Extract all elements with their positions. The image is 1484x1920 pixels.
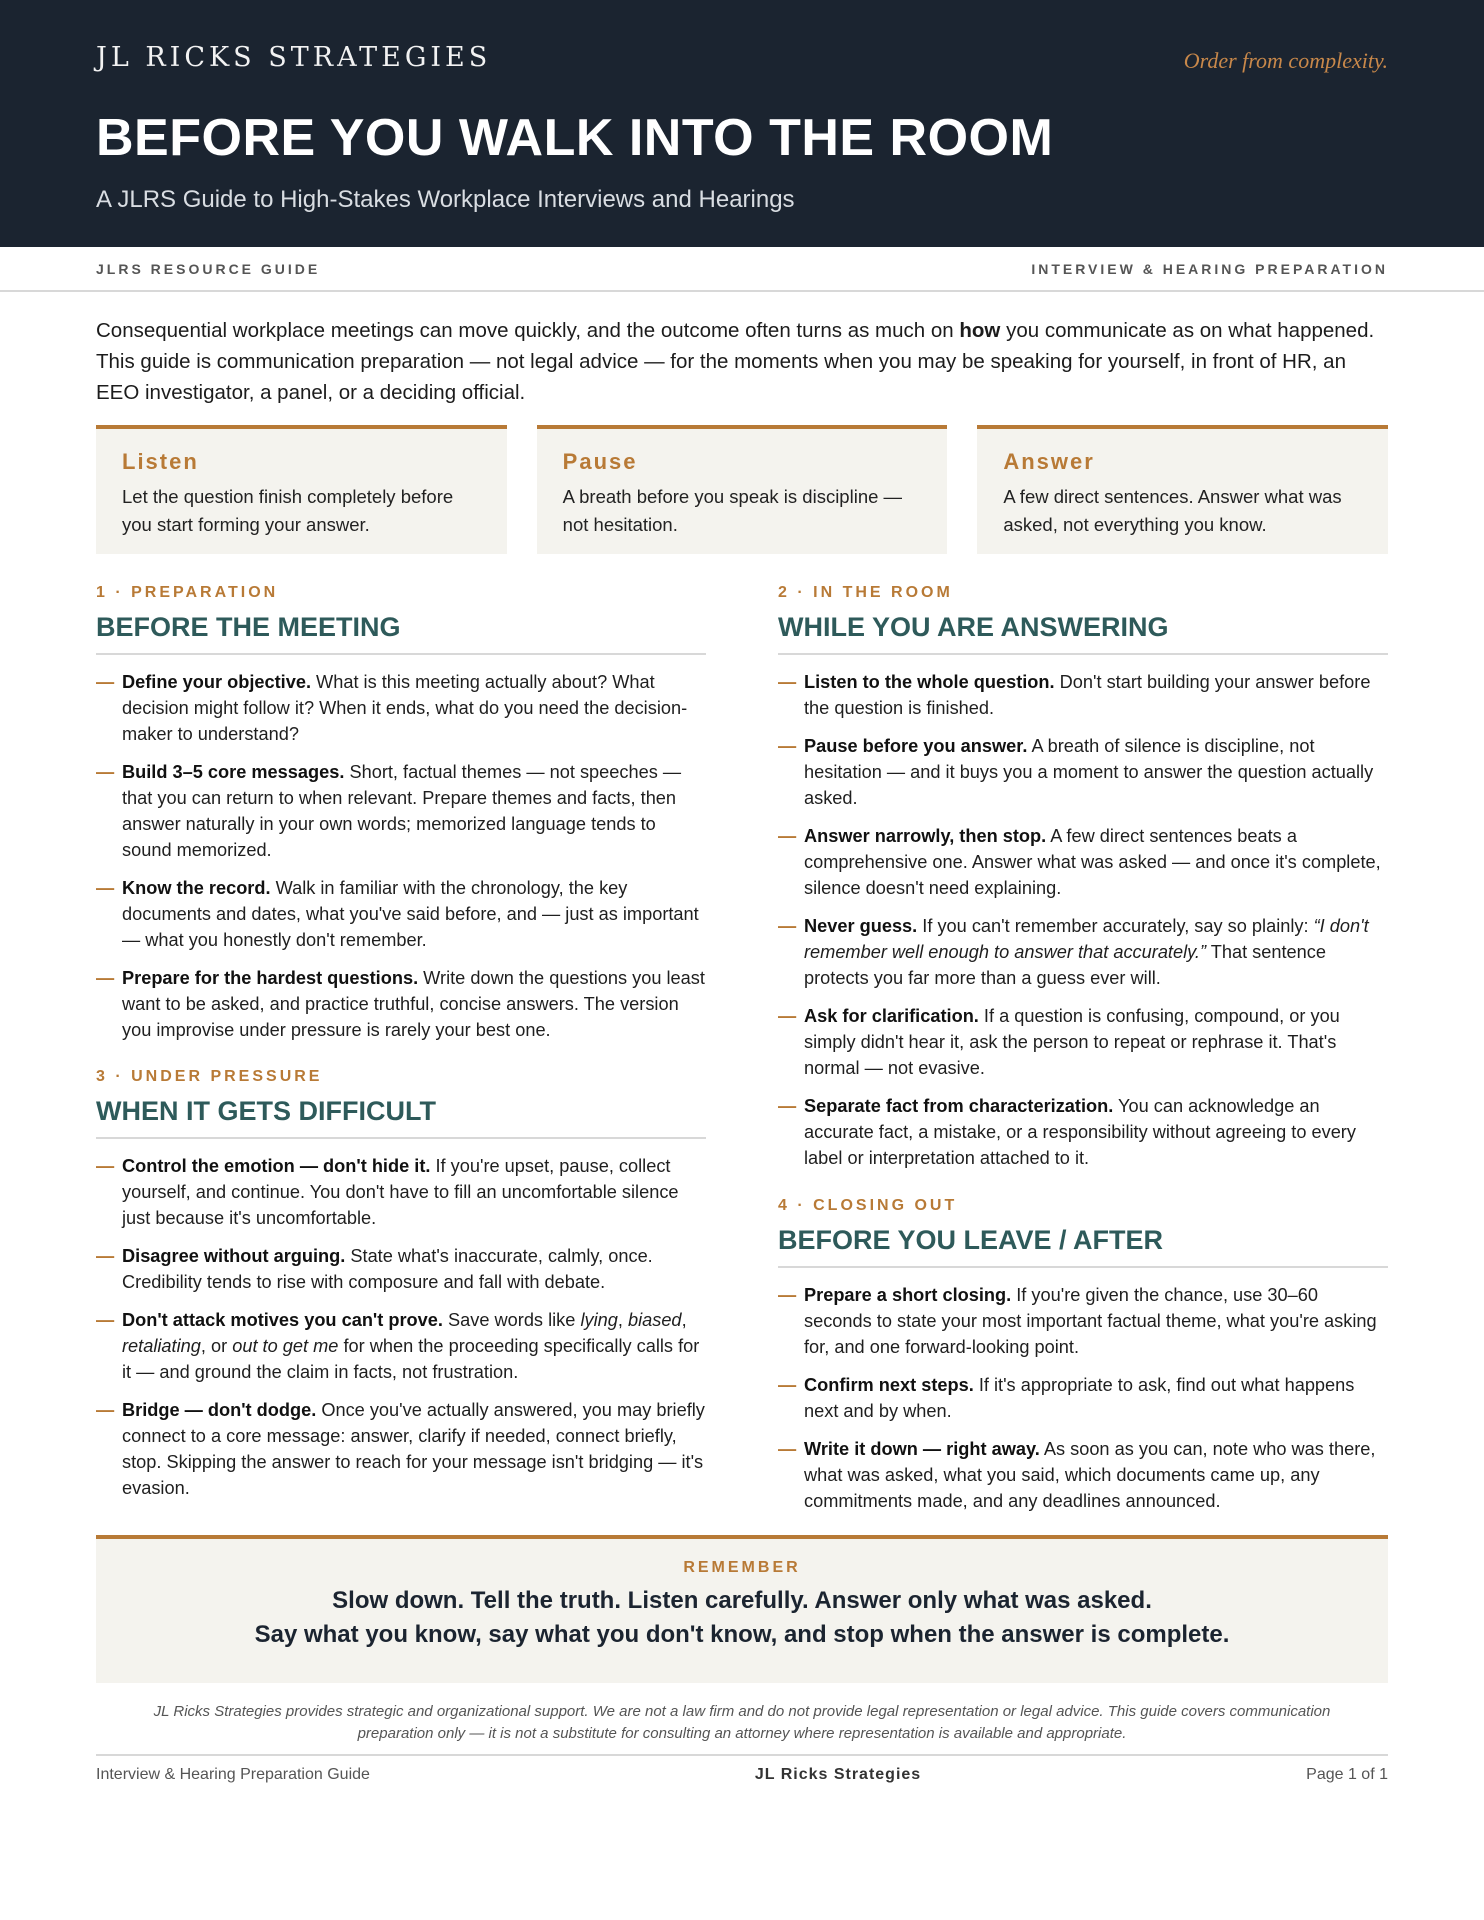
page-number: Page 1 of 1 [1306, 1766, 1388, 1783]
rule-bar-left: JLRS RESOURCE GUIDE [96, 260, 321, 277]
item-text: Short, factual themes — not speeches — that you can return to when relevant. Prepare themes and facts, then answer naturally in your own words; memorized language tends to sound memorized. [122, 762, 682, 860]
item-text: That sentence protects you far more than a guess ever will. [804, 942, 1326, 988]
section-title: WHILE YOU ARE ANSWERING [778, 612, 1388, 655]
list-item [778, 1372, 1388, 1424]
card-pause [537, 425, 948, 554]
intro-bold: how [959, 319, 1001, 342]
list-item [778, 823, 1388, 901]
list-item [778, 733, 1388, 811]
item-lead: Don't attack motives you can't prove. [122, 1310, 443, 1330]
item-text: A breath of silence is discipline, not hesitation — and it buys you a moment to answer the question actually asked. [804, 736, 1374, 808]
section-title: BEFORE YOU LEAVE / AFTER [778, 1225, 1388, 1268]
list-item [778, 669, 1388, 721]
item-text: , [681, 1310, 687, 1330]
section-label: 4 · CLOSING OUT [778, 1197, 958, 1214]
dash-icon: — [96, 1156, 115, 1176]
item-text: If it's appropriate to ask, find out what happens next and by when. [804, 1375, 1355, 1421]
section-in-the-room [778, 584, 1388, 1183]
item-text: Once you've actually answered, you may briefly connect to a core message: answer, clarify if needed, connect briefly, stop. Skipping the answer to reach for your message isn't bridging — it's evasion. [122, 1400, 705, 1498]
section-label: 3 · UNDER PRESSURE [96, 1068, 323, 1085]
list-item [778, 1093, 1388, 1171]
item-lead: Define your objective. [122, 672, 311, 692]
remember-box [96, 1535, 1388, 1683]
brand-name: JL RICKS STRATEGIES [96, 42, 492, 73]
item-lead: Bridge — don't dodge. [122, 1400, 317, 1420]
card-title: Answer [1003, 449, 1095, 474]
item-text: If you're upset, pause, collect yourself, and continue. You don't have to fill an uncomfortable silence just because it's uncomfortable. [122, 1156, 679, 1228]
item-text: If you can't remember accurately, say so plainly: [917, 916, 1314, 936]
section-under-pressure [96, 1068, 706, 1513]
item-lead: Prepare a short closing. [804, 1285, 1012, 1305]
footer-left: Interview & Hearing Preparation Guide [96, 1766, 370, 1783]
dash-icon: — [96, 968, 115, 988]
dash-icon: — [96, 1246, 115, 1266]
page-title: BEFORE YOU WALK INTO THE ROOM [96, 109, 1054, 167]
item-text: , [617, 1310, 628, 1330]
item-text: Walk in familiar with the chronology, the key documents and dates, what you've said before, and — just as important — what you honestly don't remember. [122, 878, 699, 950]
item-text: You can acknowledge an accurate fact, a mistake, or a responsibility without agreeing to every label or interpretation attached to it. [804, 1096, 1356, 1168]
page-subtitle: A JLRS Guide to High-Stakes Workplace Interviews and Hearings [96, 186, 795, 213]
list-item [96, 669, 706, 747]
section-title: BEFORE THE MEETING [96, 612, 706, 655]
list-item [96, 1243, 706, 1295]
list-item [778, 1436, 1388, 1514]
dash-icon: — [778, 1375, 797, 1395]
item-lead: Confirm next steps. [804, 1375, 974, 1395]
list-item [778, 1282, 1388, 1360]
card-title: Pause [562, 449, 638, 474]
dash-icon: — [96, 1310, 115, 1330]
list-item [778, 913, 1388, 991]
section-label: 2 · IN THE ROOM [778, 584, 953, 601]
item-lead: Disagree without arguing. [122, 1246, 346, 1266]
list-item [96, 759, 706, 863]
intro-part2: you communicate as on what happened. This guide is communication preparation — not legal advice — for the moments when you may be speaking for yourself, in front of HR, an EEO investigator, a panel, or a deciding official. [96, 319, 1375, 404]
dash-icon: — [778, 736, 797, 756]
section-list [778, 1282, 1388, 1514]
header-banner [0, 0, 1484, 247]
item-lead: Prepare for the hardest questions. [122, 968, 419, 988]
dash-icon: — [778, 916, 797, 936]
dash-icon: — [96, 762, 115, 782]
card-listen [96, 425, 507, 554]
item-italic: “I don't remember well enough to answer that accurately.” [804, 916, 1369, 962]
principle-cards [96, 425, 1388, 554]
item-italic: lying [580, 1310, 618, 1330]
section-closing-out [778, 1197, 1388, 1526]
item-text: for when the proceeding specifically calls for it — and ground the claim in facts, not frustration. [122, 1336, 700, 1382]
intro-part1: Consequential workplace meetings can move quickly, and the outcome often turns as much on [96, 319, 960, 342]
card-text: A few direct sentences. Answer what was asked, not everything you know. [1003, 486, 1342, 535]
intro-paragraph [96, 315, 1388, 408]
section-label: 1 · PREPARATION [96, 584, 279, 601]
card-title: Listen [122, 449, 199, 474]
item-italic: biased [627, 1310, 682, 1330]
item-text: If a question is confusing, compound, or you simply didn't hear it, ask the person to repeat or rephrase it. That's normal — not evasive. [804, 1006, 1340, 1078]
section-preparation [96, 584, 706, 1055]
list-item [96, 1397, 706, 1501]
section-list [778, 669, 1388, 1171]
section-title: WHEN IT GETS DIFFICULT [96, 1096, 706, 1139]
dash-icon: — [96, 1400, 115, 1420]
dash-icon: — [778, 1439, 797, 1459]
list-item [96, 875, 706, 953]
dash-icon: — [96, 672, 115, 692]
item-lead: Never guess. [804, 916, 918, 936]
item-lead: Know the record. [122, 878, 271, 898]
item-text: If you're given the chance, use 30–60 seconds to state your most important factual theme, what you're asking for, and one forward-looking point. [804, 1285, 1377, 1357]
item-lead: Pause before you answer. [804, 736, 1028, 756]
item-lead: Listen to the whole question. [804, 672, 1055, 692]
item-text: , or [200, 1336, 233, 1356]
item-lead: Build 3–5 core messages. [122, 762, 345, 782]
list-item [96, 1307, 706, 1385]
item-text: Don't start building your answer before the question is finished. [804, 672, 1371, 718]
card-answer [977, 425, 1388, 554]
item-lead: Answer narrowly, then stop. [804, 826, 1047, 846]
item-lead: Write it down — right away. [804, 1439, 1040, 1459]
item-italic: out to get me [232, 1336, 339, 1356]
section-list [96, 669, 706, 1043]
list-item [96, 1153, 706, 1231]
item-text: State what's inaccurate, calmly, once. Credibility tends to rise with composure and fall with debate. [122, 1246, 653, 1292]
page-footer [96, 1754, 1388, 1784]
item-lead: Control the emotion — don't hide it. [122, 1156, 431, 1176]
item-lead: Ask for clarification. [804, 1006, 979, 1026]
list-item [96, 965, 706, 1043]
legal-disclaimer: JL Ricks Strategies provides strategic and organizational support. We are not a law firm and do not provide legal representation or legal advice. This guide covers communication preparation only — it is not a substitute for consulting an attorney where representation is available and appropriate. [153, 1703, 1331, 1742]
dash-icon: — [778, 672, 797, 692]
item-text: Write down the questions you least want to be asked, and practice truthful, concise answers. The version you improvise under pressure is rarely your best one. [122, 968, 705, 1040]
dash-icon: — [778, 1006, 797, 1026]
list-item [778, 1003, 1388, 1081]
dash-icon: — [778, 826, 797, 846]
rule-bar-right: INTERVIEW & HEARING PREPARATION [1031, 260, 1388, 277]
item-text: What is this meeting actually about? What decision might follow it? When it ends, what do you need the decision-maker to understand? [122, 672, 688, 744]
dash-icon: — [778, 1285, 797, 1305]
item-italic: retaliating [122, 1336, 201, 1356]
card-text: Let the question finish completely before you start forming your answer. [122, 486, 454, 535]
remember-line-1: Slow down. Tell the truth. Listen carefully. Answer only what was asked. [332, 1587, 1152, 1614]
item-text: As soon as you can, note who was there, what was asked, what you said, which documents came up, any commitments made, and any deadlines announced. [804, 1439, 1376, 1511]
dash-icon: — [778, 1096, 797, 1116]
section-list [96, 1153, 706, 1501]
tagline: Order from complexity. [1183, 48, 1388, 73]
card-text: A breath before you speak is discipline — not hesitation. [562, 486, 903, 535]
dash-icon: — [96, 878, 115, 898]
remember-line-2: Say what you know, say what you don't know, and stop when the answer is complete. [254, 1621, 1230, 1648]
remember-label: REMEMBER [683, 1559, 801, 1576]
item-lead: Separate fact from characterization. [804, 1096, 1114, 1116]
footer-center: JL Ricks Strategies [754, 1766, 922, 1783]
item-text: Save words like [442, 1310, 581, 1330]
item-text: A few direct sentences beats a comprehensive one. Answer what was asked — and once it's complete, silence doesn't need explaining. [804, 826, 1381, 898]
resource-rule-bar [0, 247, 1484, 292]
